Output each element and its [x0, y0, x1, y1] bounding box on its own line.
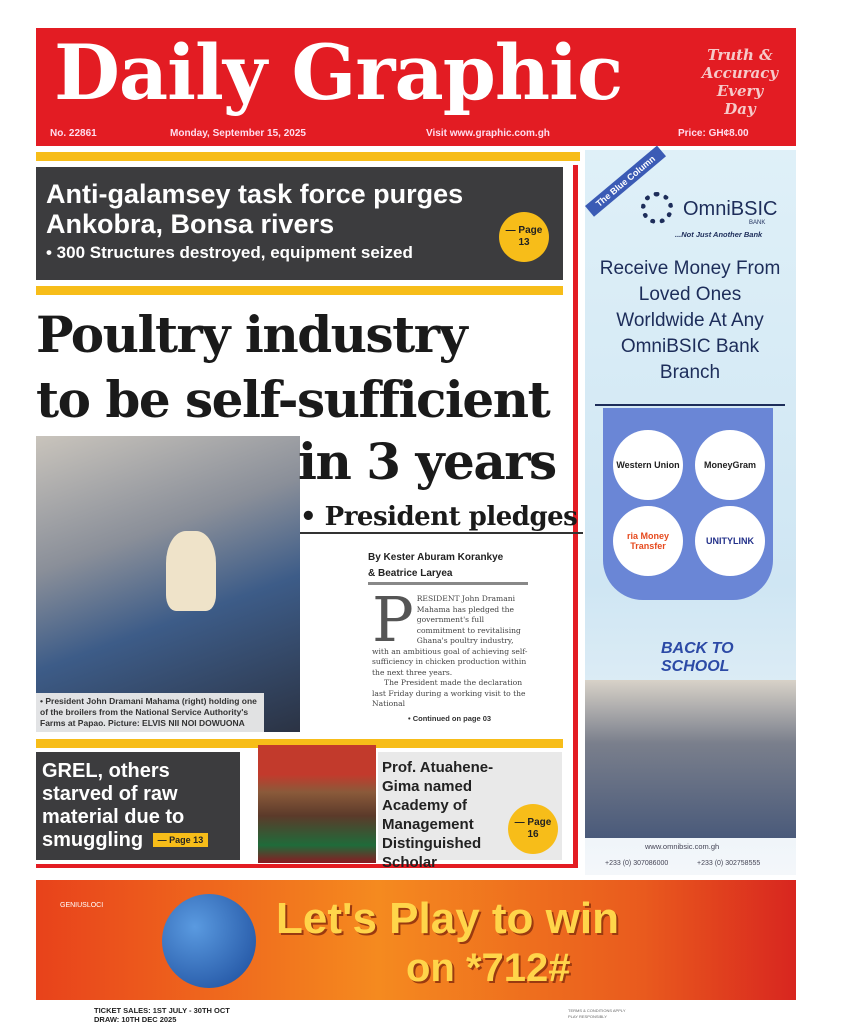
top-story[interactable] — [36, 167, 563, 280]
terms-text: TERMS & CONDITIONS APPLY — [568, 1008, 626, 1013]
masthead — [36, 28, 796, 146]
banner-headline: Let's Play to win — [276, 894, 619, 943]
price: Price: GH¢8.00 — [678, 128, 749, 139]
chicken-image — [166, 531, 216, 611]
lead-headline: in 3 years — [298, 432, 556, 491]
issue-number: No. 22861 — [50, 128, 97, 139]
byline — [368, 550, 528, 585]
ad-brand: OmniBSIC — [683, 198, 778, 220]
lead-headline: to be self-sufficient — [36, 370, 550, 429]
unitylink-logo: UNITYLINK — [695, 506, 765, 576]
author: & Beatrice Laryea — [368, 566, 528, 585]
top-story-headline: Anti-galamsey task force purges Ankobra, Bonsa rivers — [46, 179, 464, 239]
motto: Truth & Accuracy Every Day — [701, 46, 779, 118]
ria-logo: ria Money Transfer — [613, 506, 683, 576]
ad-phone: +233 (0) 302758555 — [697, 860, 761, 867]
professor-photo — [258, 745, 376, 863]
moneygram-logo: MoneyGram — [695, 430, 765, 500]
partners-panel — [603, 408, 773, 600]
ad-ribbon: The Blue Column — [585, 146, 666, 217]
lead-kicker: • President pledges — [300, 502, 583, 534]
website-link[interactable]: Visit www.graphic.com.gh — [426, 128, 550, 139]
ad-promo: BACK TO SCHOOL — [661, 640, 734, 675]
banner-code: on *712# — [406, 946, 571, 990]
ad-brand-sub: BANK — [749, 220, 766, 226]
photo-caption: • President John Dramani Mahama (right) holding one of the broilers from the National Service Authority's Farms at Papao. Picture: ELVIS NII NOI DOWUONA — [36, 693, 264, 732]
western-union-logo: Western Union — [613, 430, 683, 500]
ad-phone: +233 (0) 307086000 — [605, 860, 669, 867]
divider — [595, 404, 785, 406]
ticket-sales: TICKET SALES: 1ST JULY - 30TH OCT — [94, 1006, 230, 1015]
author: By Kester Aburam Korankye — [368, 552, 504, 563]
divider — [36, 286, 563, 295]
banner-brand: GENIUSLOCI — [60, 902, 104, 909]
lottery-ball-icon — [162, 894, 256, 988]
ticket-info — [94, 1006, 230, 1024]
play-responsibly: PLAY RESPONSIBLY — [568, 1014, 607, 1019]
story-grel[interactable] — [36, 752, 240, 860]
draw-date: DRAW: 10TH DEC 2025 — [94, 1015, 177, 1024]
omnibsic-ad[interactable] — [585, 150, 796, 875]
page-badge: — Page 16 — [508, 804, 558, 854]
page-badge: — Page 13 — [499, 212, 549, 262]
paragraph: RESIDENT John Dramani Mahama has pledged the government's full commitment to revitalising Ghana's poultry industry, with an ambitious goal of achieving self-sufficiency in chicken production within the next three years. — [372, 594, 528, 677]
continued-link[interactable]: • Continued on page 03 — [408, 714, 492, 723]
students-photo — [585, 680, 796, 838]
ad-tagline: ...Not Just Another Bank — [675, 230, 763, 239]
terms — [568, 1008, 626, 1020]
lead-headline: Poultry industry — [36, 305, 467, 364]
drop-cap: P — [372, 583, 414, 656]
divider — [36, 152, 580, 161]
story-atuahene-gima[interactable] — [378, 752, 562, 871]
ad-message: Receive Money From Loved Ones Worldwide At Any OmniBSIC Bank Branch — [599, 258, 781, 383]
president-photo — [36, 436, 300, 732]
ad-website[interactable]: www.omnibsic.com.gh — [645, 842, 720, 851]
top-story-sub: • 300 Structures destroyed, equipment seized — [46, 243, 413, 262]
omnibsic-logo-icon — [641, 192, 673, 224]
paragraph: The President made the declaration last Friday during a working visit to the National — [372, 678, 526, 708]
lottery-banner[interactable] — [36, 880, 796, 1000]
article-body — [372, 583, 532, 710]
story-headline: GREL, others starved of raw material due to smuggling — [42, 760, 185, 851]
issue-date: Monday, September 15, 2025 — [170, 128, 306, 139]
story-headline: Prof. Atuahene-Gima named Academy of Management Distinguished Scholar — [382, 759, 494, 871]
page-badge: — Page 13 — [153, 833, 209, 847]
newspaper-title: Daily Graphic — [54, 28, 623, 117]
